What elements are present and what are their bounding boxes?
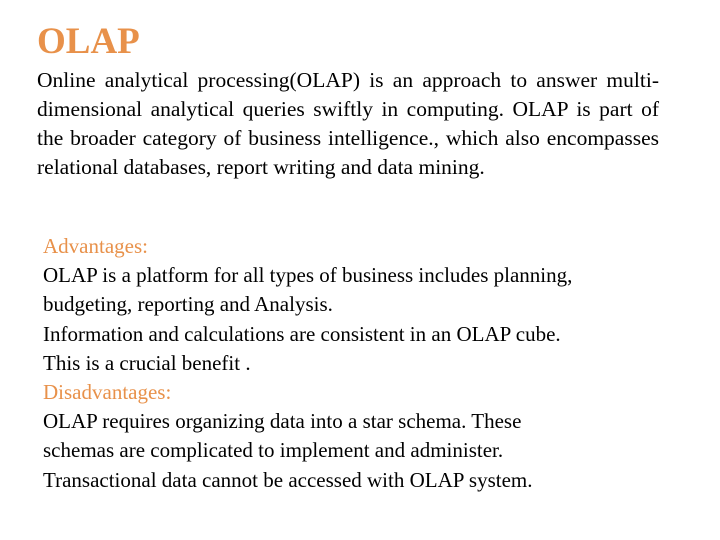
intro-paragraph: Online analytical processing(OLAP) is an approach to answer multi-dimensional analytical queries swiftly in computing. OLAP is part of the broader category of business intelligence., which also encompasses relational databases, report writing and data mining. (37, 68, 659, 179)
advantages-line: Information and calculations are consistent in an OLAP cube. (43, 321, 561, 346)
disadvantages-heading: Disadvantages: (43, 380, 172, 405)
disadvantages-line: schemas are complicated to implement and administer. (43, 438, 504, 463)
disadvantages-line: OLAP requires organizing data into a star schema. These (43, 409, 522, 434)
details-section (43, 232, 683, 495)
advantages-heading: Advantages: (43, 234, 148, 258)
slide-title: OLAP (37, 21, 140, 62)
advantages-line: OLAP is a platform for all types of business includes planning, (43, 263, 573, 288)
disadvantages-line: Transactional data cannot be accessed with OLAP system. (43, 467, 533, 492)
advantages-line: This is a crucial benefit . (43, 350, 251, 375)
advantages-line: budgeting, reporting and Analysis. (43, 292, 333, 317)
